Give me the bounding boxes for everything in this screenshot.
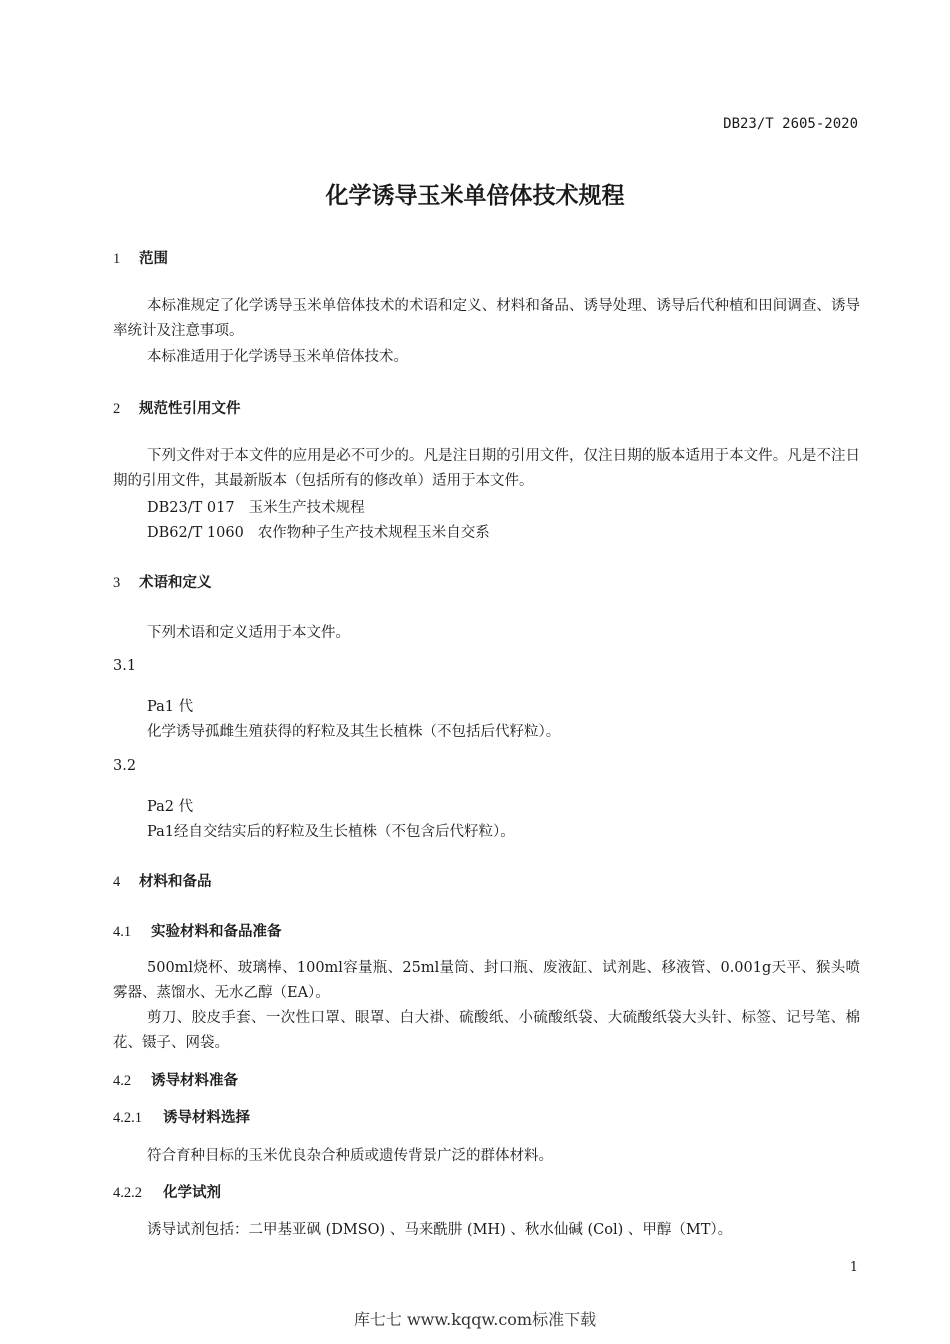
subsection-4-2-2-heading: [113, 1181, 221, 1202]
paragraph: 本标准规定了化学诱导玉米单倍体技术的术语和定义、材料和备品、诱导处理、诱导后代种植和田间调查、诱导率统计及注意事项。: [113, 298, 860, 339]
section-2-heading: [113, 397, 241, 418]
section-title: 规范性引用文件: [139, 401, 241, 417]
paragraph: 下列文件对于本文件的应用是必不可少的。凡是注日期的引用文件，仅注日期的版本适用于本文件。凡是不注日期的引用文件，其最新版本（包括所有的修改单）适用于本文件。: [113, 448, 860, 489]
subsection-title: 诱导材料选择: [163, 1110, 250, 1126]
paragraph: 下列术语和定义适用于本文件。: [147, 625, 350, 641]
reference-name: 玉米生产技术规程: [248, 500, 365, 516]
subsection-4-2-1-heading: [113, 1106, 250, 1127]
paragraph: 符合育种目标的玉米优良杂合种质或遗传背景广泛的群体材料。: [147, 1148, 553, 1164]
section-number: 4: [113, 874, 121, 890]
subsection-number: 4.1: [113, 924, 132, 940]
reference-item: [147, 496, 365, 517]
section-4-heading: [113, 870, 212, 891]
subsection-4-2-heading: [113, 1069, 238, 1090]
standard-code: DB23/T 2605-2020: [723, 116, 858, 132]
section-number: 2: [113, 401, 121, 417]
paragraph: 诱导试剂包括：二甲基亚砜 (DMSO) 、马来酰肼 (MH) 、秋水仙碱 (Col) 、甲醇（MT）。: [147, 1222, 733, 1238]
term-definition: 化学诱导孤雌生殖获得的籽粒及其生长植株（不包括后代籽粒）。: [147, 724, 561, 740]
subsection-number: 4.2.1: [113, 1110, 142, 1126]
reference-item: [147, 521, 490, 542]
section-number: 1: [113, 251, 121, 267]
paragraph: 500ml烧杯、玻璃棒、100ml容量瓶、25ml量筒、封口瓶、废液缸、试剂匙、移液管、0.001g天平、猴头喷雾器、蒸馏水、无水乙醇（EA）。: [113, 960, 860, 1001]
reference-code: DB23/T 017: [147, 500, 235, 516]
term-definition: Pa1经自交结实后的籽粒及生长植株（不包含后代籽粒）。: [147, 824, 515, 840]
reference-code: DB62/T 1060: [147, 525, 244, 541]
page-number: 1: [849, 1260, 858, 1275]
document-title: 化学诱导玉米单倍体技术规程: [325, 183, 625, 209]
section-number: 3: [113, 575, 121, 591]
section-title: 材料和备品: [139, 874, 212, 890]
subsection-title: 诱导材料准备: [151, 1073, 238, 1089]
reference-name: 农作物种子生产技术规程玉米自交系: [257, 525, 490, 541]
subsection-number: 4.2: [113, 1073, 132, 1089]
term-number: 3.1: [113, 658, 137, 674]
section-1-heading: [113, 247, 168, 268]
section-title: 术语和定义: [139, 575, 212, 591]
subsection-title: 实验材料和备品准备: [151, 924, 282, 940]
term-number: 3.2: [113, 758, 137, 774]
section-title: 范围: [139, 251, 168, 267]
subsection-4-1-heading: [113, 920, 282, 941]
paragraph: 本标准适用于化学诱导玉米单倍体技术。: [147, 349, 408, 365]
term-name: Pa1 代: [147, 699, 194, 715]
section-3-heading: [113, 571, 212, 592]
subsection-title: 化学试剂: [163, 1185, 221, 1201]
term-name: Pa2 代: [147, 799, 194, 815]
subsection-number: 4.2.2: [113, 1185, 142, 1201]
watermark-text: 库七七 www.kqqw.com标准下载: [353, 1310, 597, 1329]
paragraph: 剪刀、胶皮手套、一次性口罩、眼罩、白大褂、硫酸纸、小硫酸纸袋、大硫酸纸袋大头针、标签、记号笔、棉花、镊子、网袋。: [113, 1010, 860, 1051]
